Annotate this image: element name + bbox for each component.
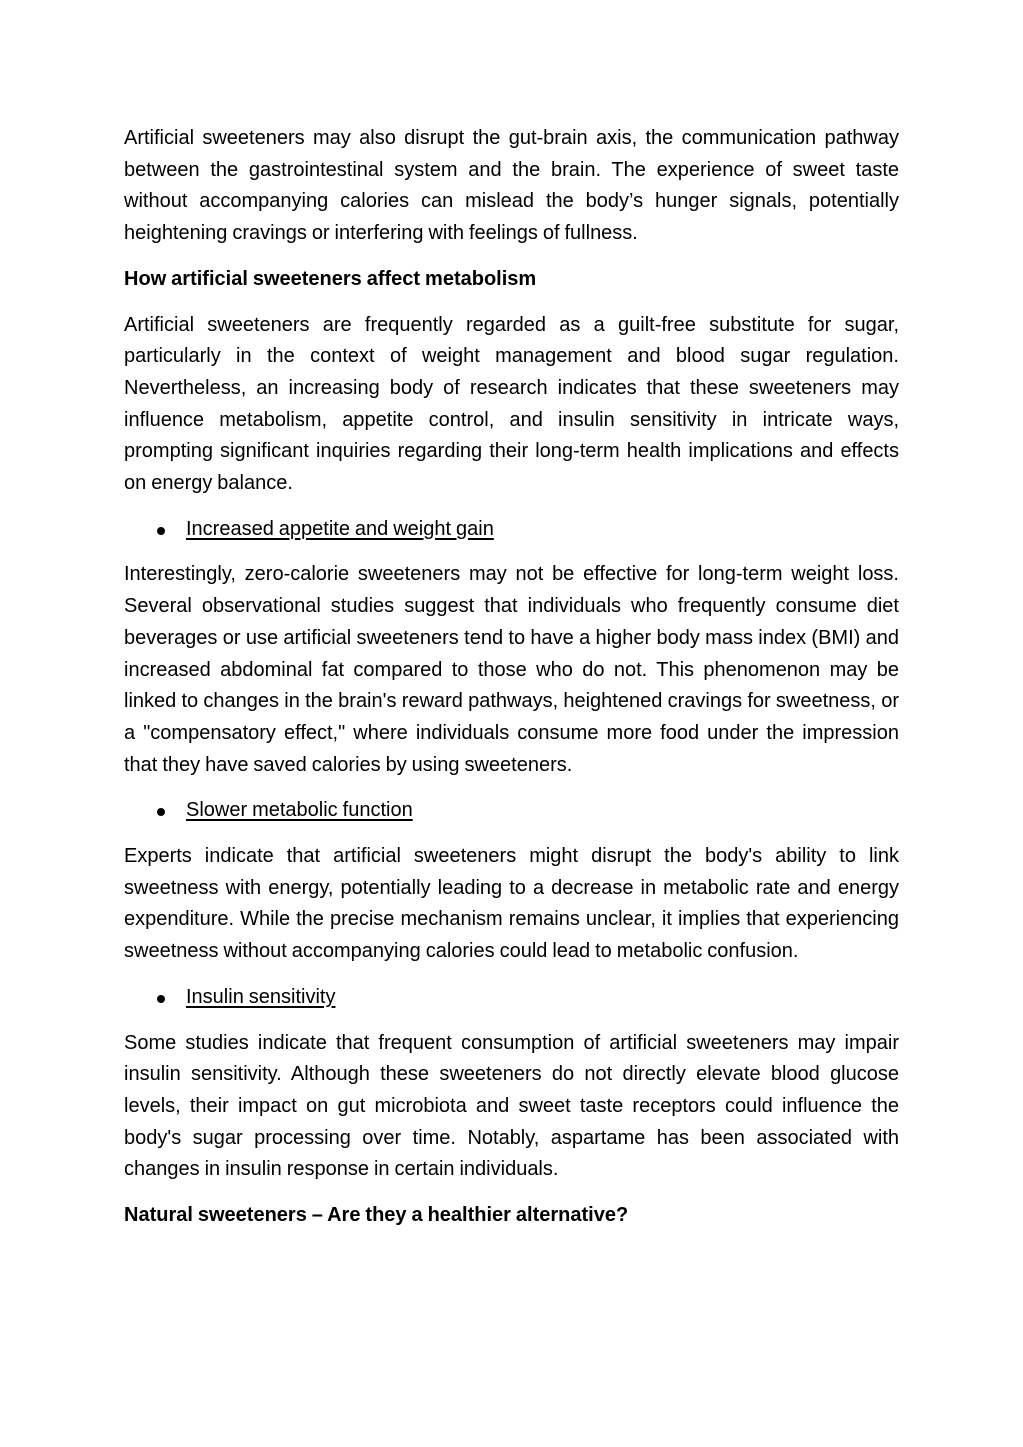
bullet-dot-icon: [157, 527, 165, 535]
bullet-item-appetite: [124, 514, 899, 546]
bullet-label-metabolic-function: Slower metabolic function: [186, 799, 413, 822]
bullet-label-appetite: Increased appetite and weight gain: [186, 517, 494, 540]
paragraph-appetite-weight: Interestingly, zero-calorie sweeteners may not be effective for long-term weight loss. Several observational studies suggest that individuals who frequently consume diet beverages or use artificial sweeteners tend to have a higher body mass index (BMI) and increased abdominal fat compared to those who do not. This phenomenon may be linked to changes in the brain's reward pathways, heightened cravings for sweetness, or a "compensatory effect," where individuals consume more food under the impression that they have saved calories by using sweeteners.: [124, 563, 899, 776]
bullet-dot-icon: [157, 995, 165, 1003]
bullet-item-metabolic-function: [124, 795, 899, 827]
heading-natural-sweeteners: Natural sweeteners – Are they a healthier alternative?: [124, 1204, 629, 1227]
bullet-label-insulin: Insulin sensitivity: [186, 985, 336, 1008]
paragraph-metabolism-intro: Artificial sweeteners are frequently regarded as a guilt-free substitute for sugar, particularly in the context of weight management and blood sugar regulation. Nevertheless, an increasing body of research indicates that these sweeteners may influence metabolism, appetite control, and insulin sensitivity in intricate ways, prompting significant inquiries regarding their long-term health implications and effects on energy balance.: [124, 313, 899, 495]
heading-metabolism: How artificial sweeteners affect metabolism: [124, 267, 537, 290]
paragraph-metabolic-function: Experts indicate that artificial sweeteners might disrupt the body's ability to link sweetness with energy, potentially leading to a decrease in metabolic rate and energy expenditure. While the precise mechanism remains unclear, it implies that experiencing sweetness without accompanying calories could lead to metabolic confusion.: [124, 845, 899, 963]
bullet-item-insulin: [124, 982, 899, 1014]
document-page: [124, 123, 899, 1246]
bullet-dot-icon: [157, 808, 165, 816]
paragraph-gut-brain-axis: Artificial sweeteners may also disrupt the gut-brain axis, the communication pathway between the gastrointestinal system and the brain. The experience of sweet taste without accompanying calories can mislead the body’s hunger signals, potentially heightening cravings or interfering with feelings of fullness.: [124, 127, 899, 245]
paragraph-insulin: Some studies indicate that frequent consumption of artificial sweeteners may impair insulin sensitivity. Although these sweeteners do not directly elevate blood glucose levels, their impact on gut microbiota and sweet taste receptors could influence the body's sugar processing over time. Notably, aspartame has been associated with changes in insulin response in certain individuals.: [124, 1031, 899, 1181]
